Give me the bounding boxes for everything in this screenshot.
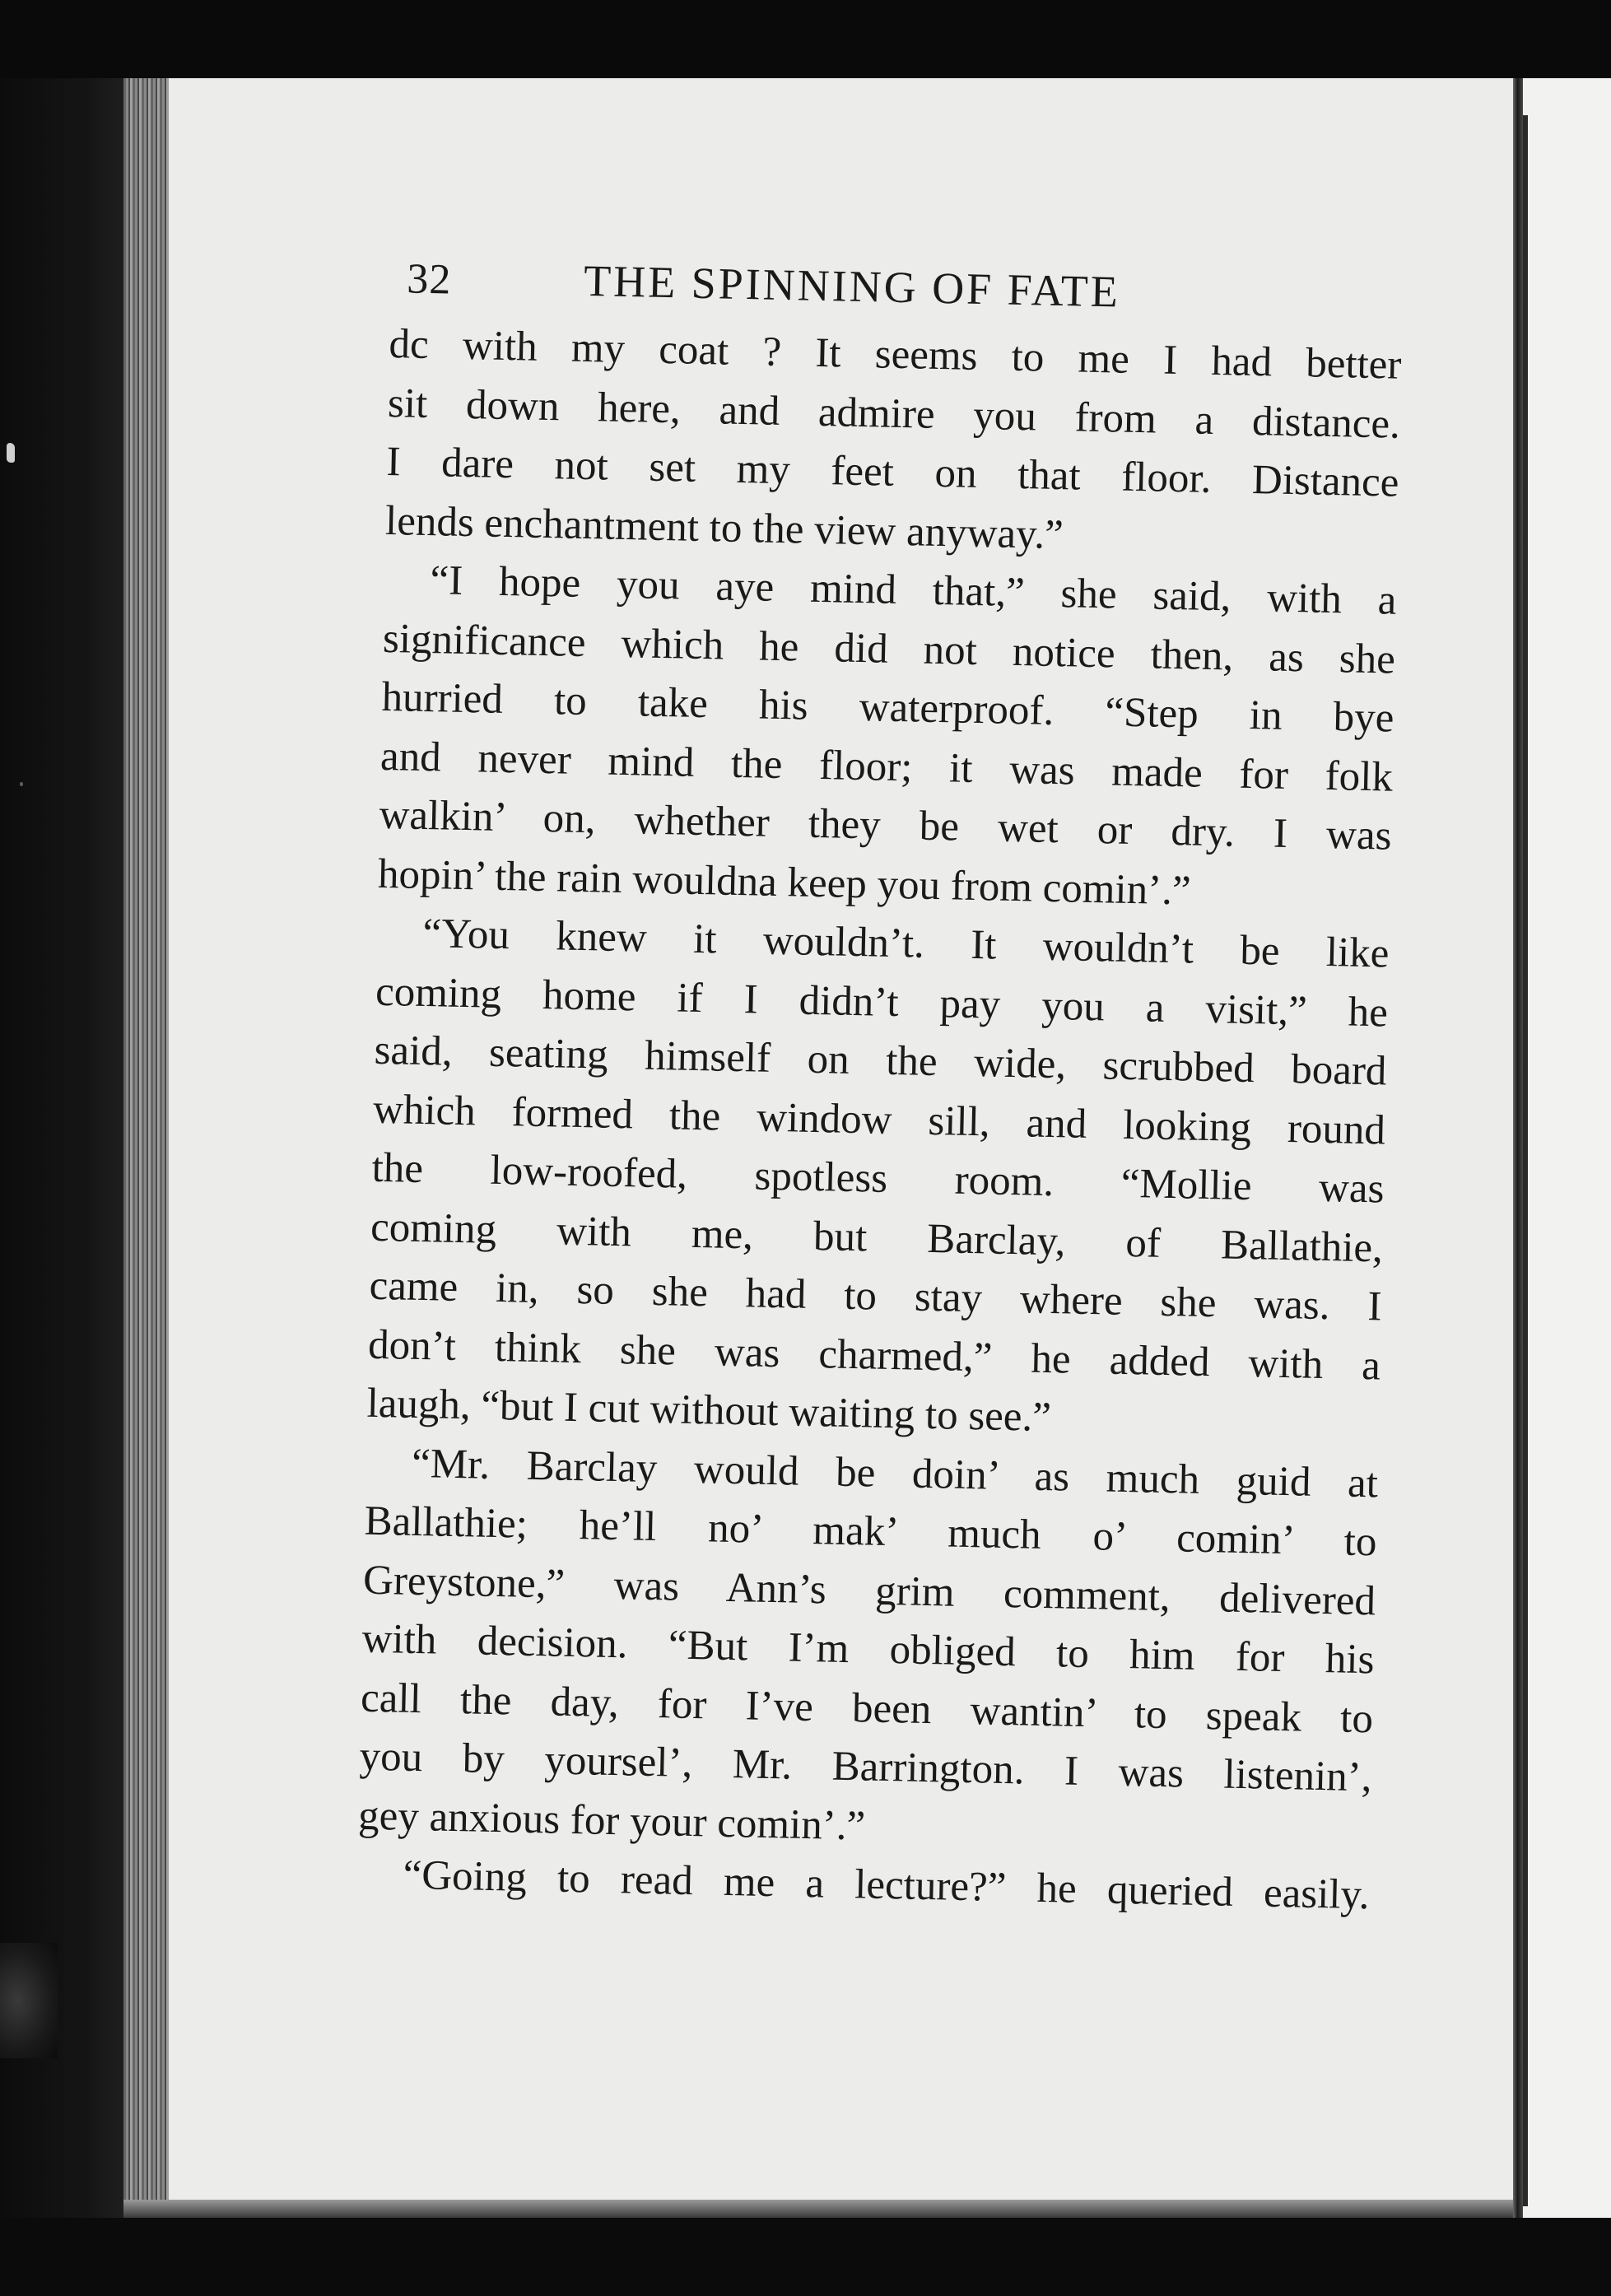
text-line: dc with my coat ? It seems to me I had better: [389, 320, 1402, 389]
text-line: gey anxious for your comin’.”: [357, 1792, 866, 1849]
scan-top-border: [0, 0, 1611, 78]
text-line: which formed the window sill, and looking round: [372, 1086, 1386, 1154]
text-line: hurried to take his waterproof. “Step in bye: [381, 673, 1394, 742]
text-line: the low-roofed, spotless room. “Mollie was: [371, 1144, 1385, 1213]
text-line: came in, so she had to stay where she was. I: [369, 1262, 1382, 1330]
text-line: lends enchantment to the view anyway.”: [384, 497, 1064, 558]
page-text-block: [356, 251, 1404, 1926]
facing-page: [1523, 78, 1611, 2219]
book-page-edges: [123, 78, 173, 2219]
page-gutter: [1513, 78, 1523, 2219]
text-line: coming home if I didn’t pay you a visit,” he: [375, 968, 1389, 1036]
text-line: significance which he did not notice then, as she: [382, 615, 1396, 683]
scan-speck: [20, 782, 23, 786]
text-line: “You knew it wouldn’t. It wouldn’t be like: [422, 910, 1390, 977]
running-title: THE SPINNING OF FATE: [583, 255, 1121, 317]
text-line: sit down here, and admire you from a distance.: [387, 380, 1401, 448]
text-line: walkin’ on, whether they be wet or dry. I was: [379, 791, 1392, 859]
facing-page-edge: [1523, 115, 1528, 2206]
text-line: “Mr. Barclay would be doin’ as much guid at: [411, 1440, 1379, 1507]
text-line: you by yoursel’, Mr. Barrington. I was listenin’,: [359, 1733, 1373, 1801]
scan-speck: [7, 443, 15, 463]
text-line: Ballathie; he’ll no’ mak’ much o’ comin’ to: [364, 1497, 1378, 1566]
text-line: with decision. “But I’m obliged to him for his: [361, 1615, 1376, 1684]
text-line: said, seating himself on the wide, scrubbed board: [374, 1027, 1387, 1095]
page-number: 32: [406, 255, 452, 304]
text-line: “I hope you aye mind that,” she said, with a: [430, 557, 1397, 624]
text-line: and never mind the floor; it was made for folk: [379, 733, 1394, 801]
page-bottom-edge: [123, 2200, 1523, 2218]
text-line: call the day, for I’ve been wantin’ to speak to: [360, 1674, 1374, 1742]
scan-blur-mark: [0, 1943, 58, 2058]
text-line: I dare not set my feet on that floor. Distance: [386, 438, 1399, 506]
text-line: “Going to read me a lecture?” he queried easily.: [403, 1851, 1371, 1919]
text-line: laugh, “but I cut without waiting to see.”: [366, 1380, 1052, 1441]
text-line: hopin’ the rain wouldna keep you from comin’.”: [377, 850, 1192, 915]
scan-bottom-border: [0, 2218, 1611, 2296]
body-text: [356, 315, 1402, 1926]
text-line: Greystone,” was Ann’s grim comment, delivered: [362, 1557, 1376, 1624]
text-line: coming with me, but Barclay, of Ballathie,: [370, 1204, 1384, 1271]
text-line: don’t think she was charmed,” he added with a: [367, 1321, 1381, 1389]
